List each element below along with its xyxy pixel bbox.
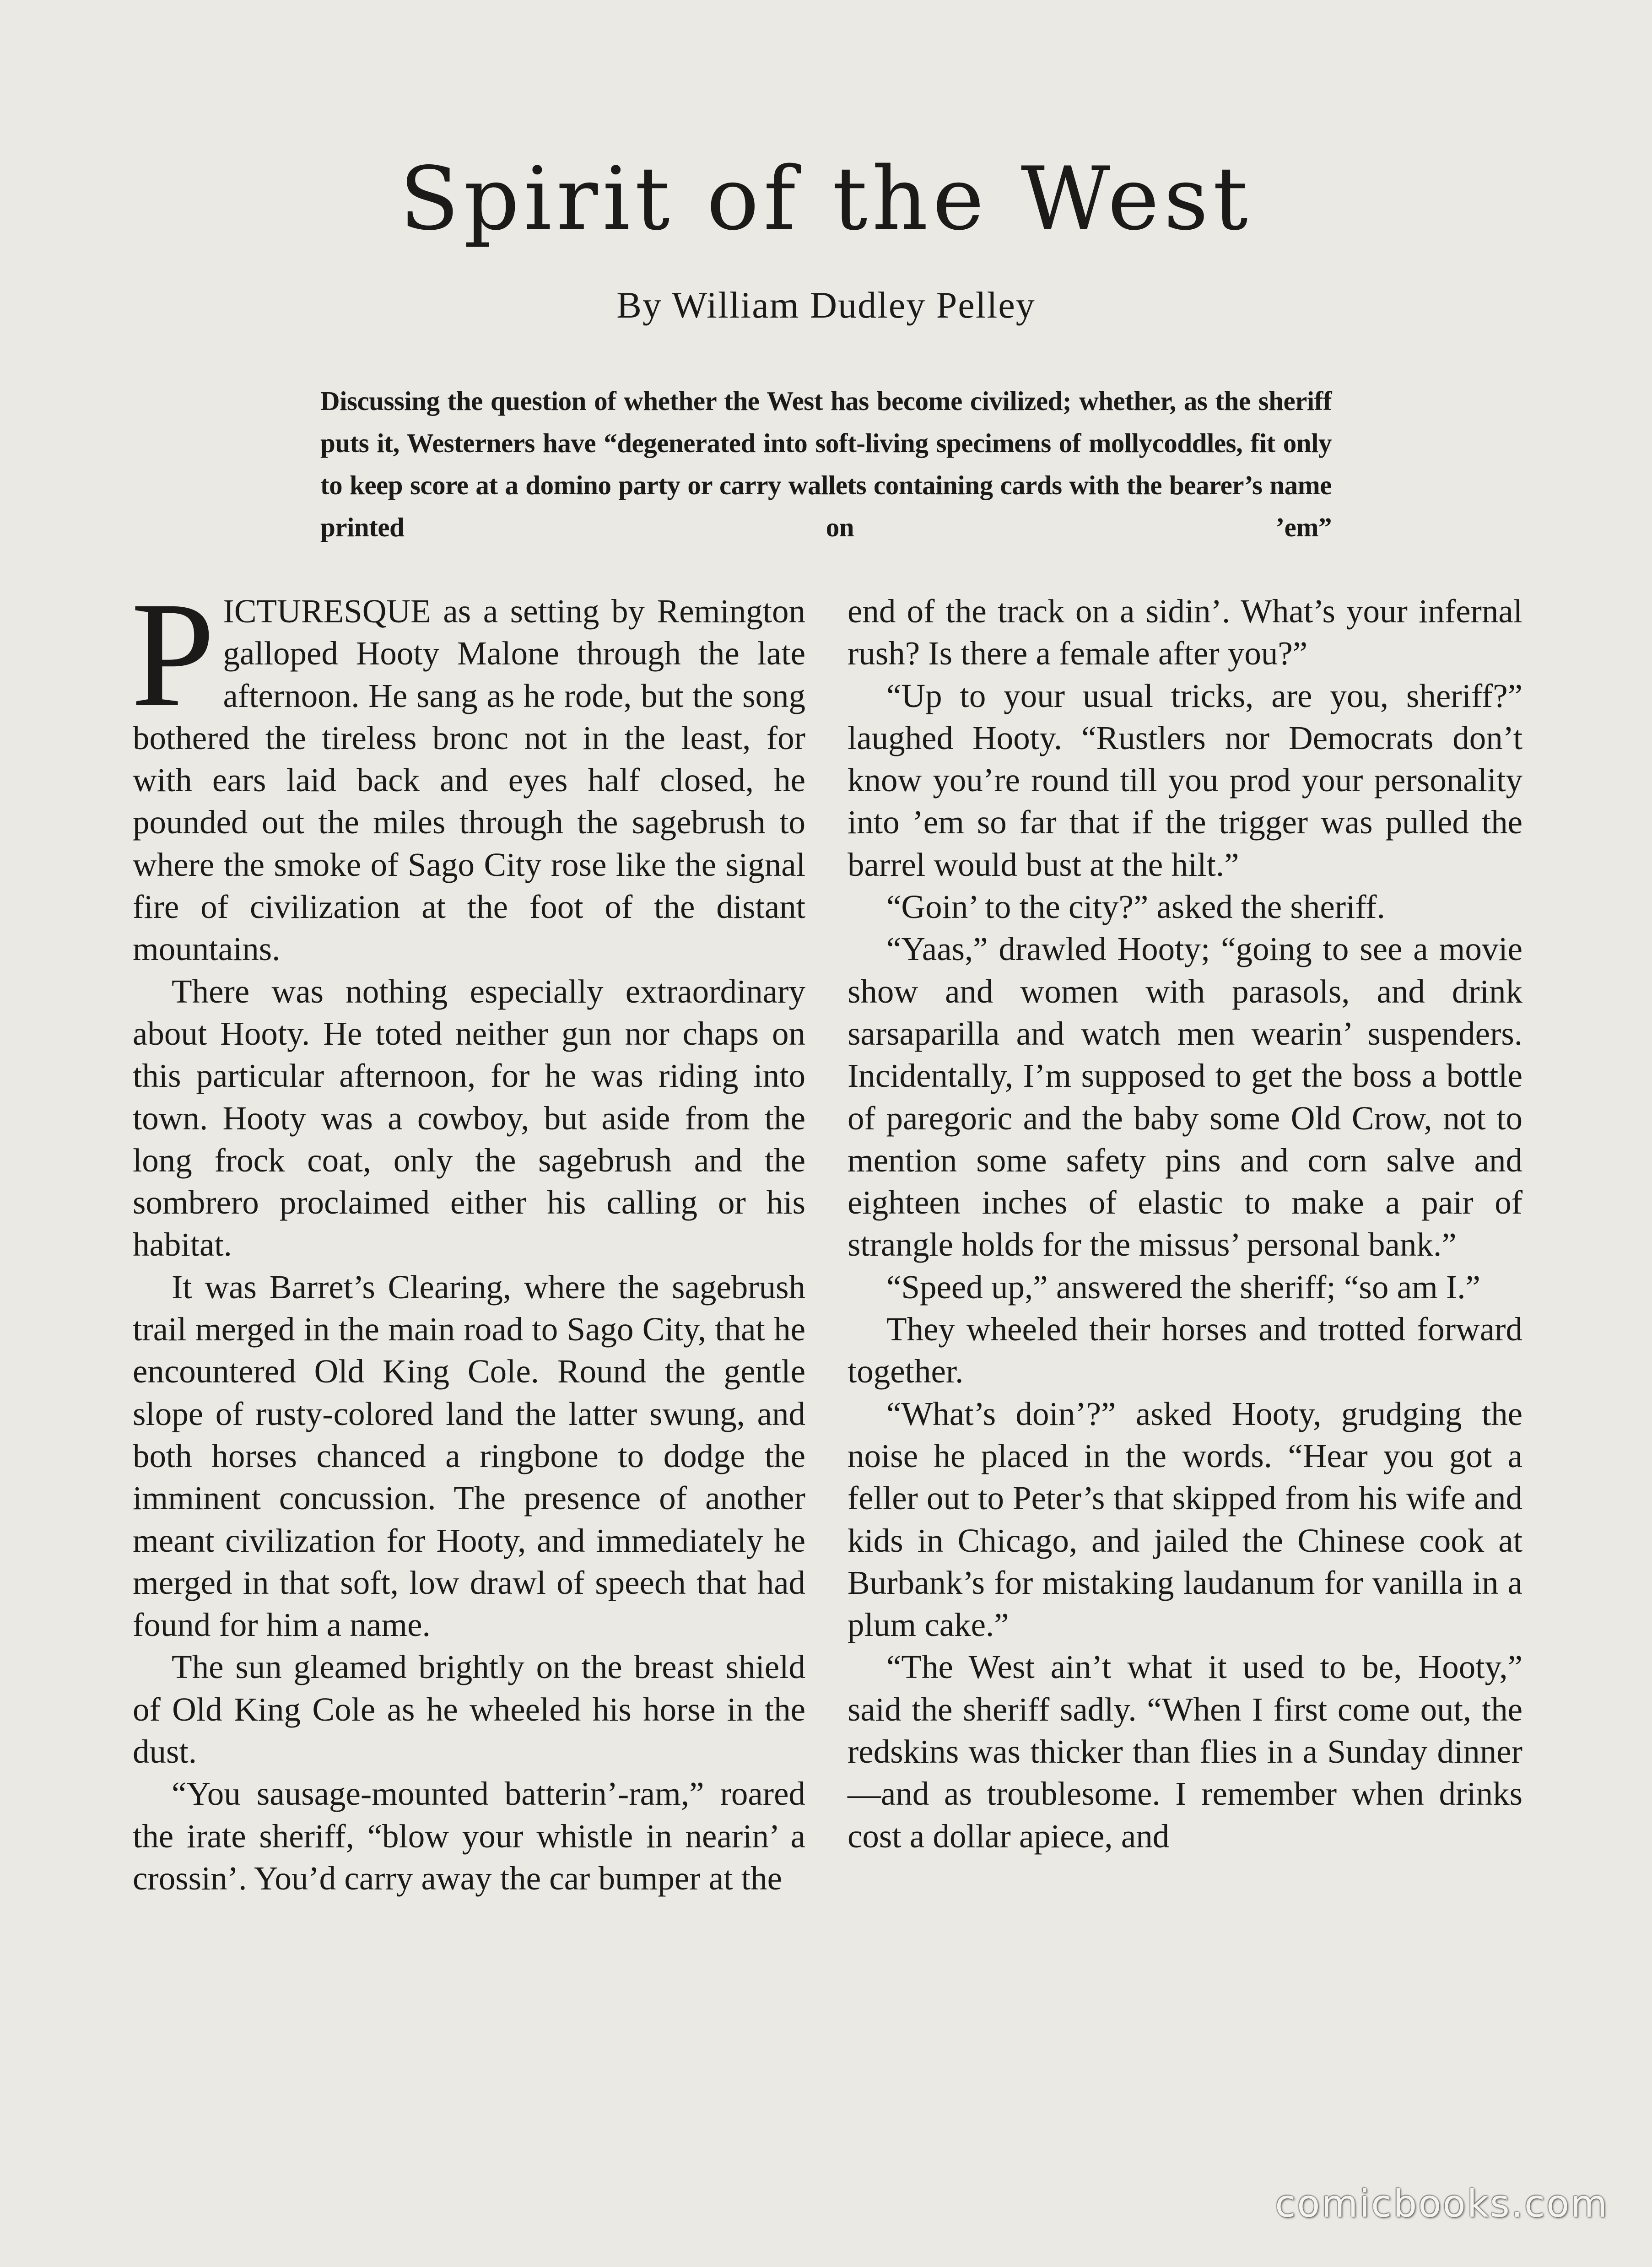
paragraph: “You sausage-mounted batterin’-ram,” roared the irate sheriff, “blow your whistle in nearin’ a crossin’. You’d carry away the car bumper at the	[133, 1775, 805, 1897]
story-title: Spirit of the West	[400, 148, 1252, 249]
left-column	[131, 571, 805, 1900]
continued-paragraph: end of the track on a sidin’. What’s your infernal rush? Is there a female after you?”	[848, 593, 1522, 672]
paragraph: The sun gleamed brightly on the breast shield of Old King Cole as he wheeled his horse in the dust.	[133, 1648, 805, 1770]
paragraph: “Speed up,” answered the sheriff; “so am I.”	[886, 1268, 1480, 1306]
paragraph: “What’s doin’?” asked Hooty, grudging the noise he placed in the words. “Hear you got a feller out to Peter’s that skipped from his wife and kids in Chicago, and jailed the Chinese cook at Burbank’s for mistaking laudanum for vanilla in a plum cake.”	[848, 1395, 1522, 1644]
site-watermark: comicbooks.com	[1275, 2182, 1609, 2226]
byline: By William Dudley Pelley	[616, 284, 1036, 326]
paragraph: There was nothing especially extraordinary about Hooty. He toted neither gun nor chaps on this particular afternoon, for he was riding into town. Hooty was a cowboy, but aside from the long frock coat, only the sagebrush and the sombrero proclaimed either his calling or his habitat.	[133, 972, 805, 1263]
story-deck: Discussing the question of whether the West has become civilized; whether, as the sheriff puts it, Westerners have “degenerated into soft-living specimens of mollycoddles, fit only to keep score at a domino party or carry wallets containing cards with the bearer’s name printed on ’em”	[320, 386, 1332, 542]
paragraph: They wheeled their horses and trotted forward together.	[848, 1311, 1522, 1390]
paragraph: It was Barret’s Clearing, where the sagebrush trail merged in the main road to Sago City, that he encountered Old King Cole. Round the gentle slope of rusty-colored land the latter swung, and both horses chanced a ringbone to dodge the imminent concussion. The presence of another meant civilization for Hooty, and immediately he merged in that soft, low drawl of speech that had found for him a name.	[133, 1268, 805, 1644]
opening-paragraph-text: ICTURESQUE as a setting by Remington galloped Hooty Malone through the late afternoon. He sang as he rode, but the song bothered the tireless bronc not in the least, for with ears laid back and eyes half closed, he pounded out the miles through the sagebrush to where the smoke of Sago City rose like the signal fire of civilization at the foot of the distant mountains.	[133, 593, 805, 968]
paragraph: “Goin’ to the city?” asked the sheriff.	[886, 888, 1385, 926]
paragraph: “Up to your usual tricks, are you, sheriff?” laughed Hooty. “Rustlers nor Democrats don’t know you’re round till you prod your personality into ’em so far that if the trigger was pulled the barrel would bust at the hilt.”	[848, 677, 1522, 883]
right-column	[848, 590, 1522, 1857]
paragraph: “Yaas,” drawled Hooty; “going to see a movie show and women with parasols, and drink sarsaparilla and watch men wearin’ suspenders. Incidentally, I’m supposed to get the boss a bottle of paregoric and the baby some Old Crow, not to mention some safety pins and corn salve and eighteen inches of elastic to make a pair of strangle holds for the missus’ personal bank.”	[848, 930, 1522, 1263]
drop-cap: P	[131, 571, 215, 738]
paragraph: “The West ain’t what it used to be, Hooty,” said the sheriff sadly. “When I first come out, the redskins was thicker than flies in a Sunday dinner—and as troublesome. I remember when drinks cost a dollar apiece, and	[848, 1648, 1522, 1855]
opening-paragraph	[131, 571, 805, 971]
